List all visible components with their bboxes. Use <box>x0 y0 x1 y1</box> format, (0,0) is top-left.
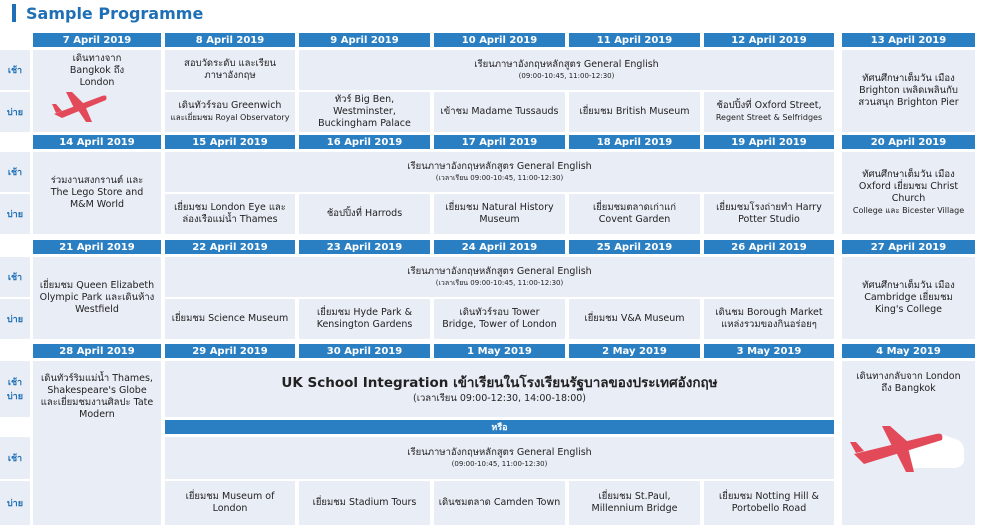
w2-day7-text: ทัศนศึกษาเต็มวัน เมือง Oxford เยี่ยมชม Christ Church <box>858 169 959 204</box>
w3-day5-pm-cell <box>569 299 700 339</box>
w4-class-time: (09:00-10:45, 11:00-12:30) <box>451 460 548 468</box>
w3-day6-pm-text: เดินชม Borough Market แหล่งรวมของกินอร่อยๆ <box>715 307 823 330</box>
w4-day1-cell <box>33 361 161 525</box>
w1-class-cell <box>299 50 834 90</box>
date-header: 22 April 2019 <box>165 240 295 254</box>
morning-label: เช้า <box>0 437 30 479</box>
w4-day2-pm-text: เยี่ยมชม Museum of London <box>185 491 275 514</box>
w4-day7-text: เดินทางกลับจาก London ถึง Bangkok <box>856 371 961 394</box>
w2-day4-pm-text: เยี่ยมชม Natural History Museum <box>445 202 554 225</box>
w1-day5-pm-cell <box>569 92 700 132</box>
w1-day1-text: เดินทางจาก Bangkok ถึง London <box>69 53 125 88</box>
afternoon-label: บ่าย <box>0 194 30 234</box>
w1-day3-pm-text: ทัวร์ Big Ben, Westminster, Buckingham Palace <box>318 94 411 129</box>
w4-day3-pm-text: เยี่ยมชม Stadium Tours <box>312 497 417 508</box>
w2-class-text: เรียนภาษาอังกฤษหลักสูตร General English <box>407 161 592 172</box>
w4-day6-pm-text: เยี่ยมชม Notting Hill & Portobello Road <box>719 491 819 514</box>
w2-day1-text: ร่วมงานสงกรานต์ และ The Lego Store and M&M World <box>50 175 144 210</box>
date-header: 18 April 2019 <box>569 135 700 149</box>
w2-day7-cell <box>842 152 975 234</box>
morning-afternoon-label <box>0 361 30 417</box>
date-header: 30 April 2019 <box>299 344 430 358</box>
w3-day2-pm-text: เยี่ยมชม Science Museum <box>171 313 289 324</box>
w1-day4-pm-cell <box>434 92 565 132</box>
w1-day2-pm-text2: และเยี่ยมชม Royal Observatory <box>170 113 290 122</box>
w1-day4-pm-text: เข้าชม Madame Tussauds <box>440 106 559 117</box>
w4-class-text: เรียนภาษาอังกฤษหลักสูตร General English <box>407 447 592 458</box>
w2-day5-pm-cell <box>569 194 700 234</box>
w2-day6-pm-cell <box>704 194 834 234</box>
w4-class-cell <box>165 437 834 479</box>
date-header: 28 April 2019 <box>33 344 161 358</box>
w2-day3-pm-text: ช้อปปิ้งที่ Harrods <box>326 208 403 219</box>
w4-day3-pm-cell <box>299 481 430 525</box>
date-header: 29 April 2019 <box>165 344 295 358</box>
date-header: 10 April 2019 <box>434 33 565 47</box>
date-header: 26 April 2019 <box>704 240 834 254</box>
w3-day1-cell <box>33 257 161 339</box>
date-header: 23 April 2019 <box>299 240 430 254</box>
morning-label: เช้า <box>7 378 23 388</box>
date-header: 14 April 2019 <box>33 135 161 149</box>
w4-day2-pm-cell <box>165 481 295 525</box>
airplane-icon <box>848 420 968 484</box>
w4-day5-pm-text: เยี่ยมชม St.Paul, Millennium Bridge <box>591 491 678 514</box>
w1-day2-am-text: สอบวัดระดับ และเรียนภาษาอังกฤษ <box>184 58 276 81</box>
w3-day4-pm-cell <box>434 299 565 339</box>
w3-class-text: เรียนภาษาอังกฤษหลักสูตร General English <box>407 266 592 277</box>
date-header: 19 April 2019 <box>704 135 834 149</box>
w1-day6-pm-text: ช้อปปิ้งที่ Oxford Street, <box>716 100 822 111</box>
w4-uk-school-text: UK School Integration เข้าเรียนในโรงเรียนรัฐบาลของประเทศอังกฤษ <box>281 375 718 391</box>
afternoon-label: บ่าย <box>0 481 30 525</box>
w3-day6-pm-cell <box>704 299 834 339</box>
w4-day4-pm-text: เดินชมตลาด Camden Town <box>438 497 561 508</box>
w4-day1-text: เดินทัวร์ริมแม่น้ำ Thames, Shakespeare's Globe และเยี่ยมชมงานศิลปะ Tate Modern <box>40 373 154 420</box>
w4-day4-pm-cell <box>434 481 565 525</box>
date-header: 8 April 2019 <box>165 33 295 47</box>
w2-day3-pm-cell <box>299 194 430 234</box>
w1-day2-pm-cell <box>165 92 295 132</box>
w1-day2-pm-text: เดินทัวร์รอบ Greenwich <box>178 100 282 111</box>
date-header: 7 April 2019 <box>33 33 161 47</box>
w1-day6-pm-text2: Regent Street & Selfridges <box>715 113 823 122</box>
page-title: Sample Programme <box>26 3 204 23</box>
w1-class-text: เรียนภาษาอังกฤษหลักสูตร General English <box>474 59 659 70</box>
date-header: 21 April 2019 <box>33 240 161 254</box>
w1-class-time: (09:00-10:45, 11:00-12:30) <box>518 72 615 80</box>
w4-day5-pm-cell <box>569 481 700 525</box>
date-header: 17 April 2019 <box>434 135 565 149</box>
w2-day5-pm-text: เยี่ยมชมตลาดเก่าแก่ Covent Garden <box>592 202 677 225</box>
date-header: 9 April 2019 <box>299 33 430 47</box>
w3-class-cell <box>165 257 834 297</box>
afternoon-label: บ่าย <box>0 92 30 132</box>
date-header: 25 April 2019 <box>569 240 700 254</box>
date-header: 1 May 2019 <box>434 344 565 358</box>
w2-day1-cell <box>33 152 161 234</box>
w3-day2-pm-cell <box>165 299 295 339</box>
w4-uk-school-time: (เวลาเรียน 09:00-12:30, 14:00-18:00) <box>413 393 586 404</box>
w3-day4-pm-text: เดินทัวร์รอบ Tower Bridge, Tower of London <box>442 307 557 330</box>
w2-day7-text2: College และ Bicester Village <box>852 206 965 215</box>
or-divider: หรือ <box>165 420 834 434</box>
w4-uk-school-cell <box>165 361 834 417</box>
date-header: 3 May 2019 <box>704 344 834 358</box>
w3-day3-pm-text: เยี่ยมชม Hyde Park & Kensington Gardens <box>316 307 413 330</box>
w3-day5-pm-text: เยี่ยมชม V&A Museum <box>584 313 685 324</box>
w2-class-time: (เวลาเรียน 09:00-10:45, 11:00-12:30) <box>435 174 564 182</box>
w2-day6-pm-text: เยี่ยมชมโรงถ่ายทำ Harry Potter Studio <box>716 202 822 225</box>
morning-label: เช้า <box>0 257 30 297</box>
w1-day2-am-cell <box>165 50 295 90</box>
w1-day7-cell <box>842 50 975 132</box>
w4-day6-pm-cell <box>704 481 834 525</box>
page-title-block <box>12 2 203 24</box>
date-header: 20 April 2019 <box>842 135 975 149</box>
afternoon-label: บ่าย <box>0 299 30 339</box>
date-header: 27 April 2019 <box>842 240 975 254</box>
w3-day1-text: เยี่ยมชม Queen Elizabeth Olympic Park และเดินห้าง Westfield <box>39 280 155 315</box>
w1-day7-text: ทัศนศึกษาเต็มวัน เมือง Brighton เพลิดเพลินกับสวนสนุก Brighton Pier <box>858 73 959 108</box>
date-header: 13 April 2019 <box>842 33 975 47</box>
w1-day6-pm-cell <box>704 92 834 132</box>
w3-class-time: (เวลาเรียน 09:00-10:45, 11:00-12:30) <box>435 279 564 287</box>
w3-day7-text: ทัศนศึกษาเต็มวัน เมือง Cambridge เยี่ยมชม King's College <box>862 280 955 315</box>
date-header: 11 April 2019 <box>569 33 700 47</box>
date-header: 24 April 2019 <box>434 240 565 254</box>
afternoon-label: บ่าย <box>6 392 24 402</box>
date-header: 2 May 2019 <box>569 344 700 358</box>
title-accent-bar <box>12 4 16 22</box>
morning-label: เช้า <box>0 50 30 90</box>
date-header: 4 May 2019 <box>842 344 975 358</box>
w1-day3-pm-cell <box>299 92 430 132</box>
date-header: 12 April 2019 <box>704 33 834 47</box>
w3-day3-pm-cell <box>299 299 430 339</box>
w2-day2-pm-text: เยี่ยมชม London Eye และล่องเรือแม่น้ำ Thames <box>174 202 286 225</box>
w2-day2-pm-cell <box>165 194 295 234</box>
airplane-icon <box>50 88 110 124</box>
morning-label: เช้า <box>0 152 30 192</box>
w2-class-cell <box>165 152 834 192</box>
date-header: 16 April 2019 <box>299 135 430 149</box>
w1-day5-pm-text: เยี่ยมชม British Museum <box>579 106 690 117</box>
w3-day7-cell <box>842 257 975 339</box>
date-header: 15 April 2019 <box>165 135 295 149</box>
w2-day4-pm-cell <box>434 194 565 234</box>
